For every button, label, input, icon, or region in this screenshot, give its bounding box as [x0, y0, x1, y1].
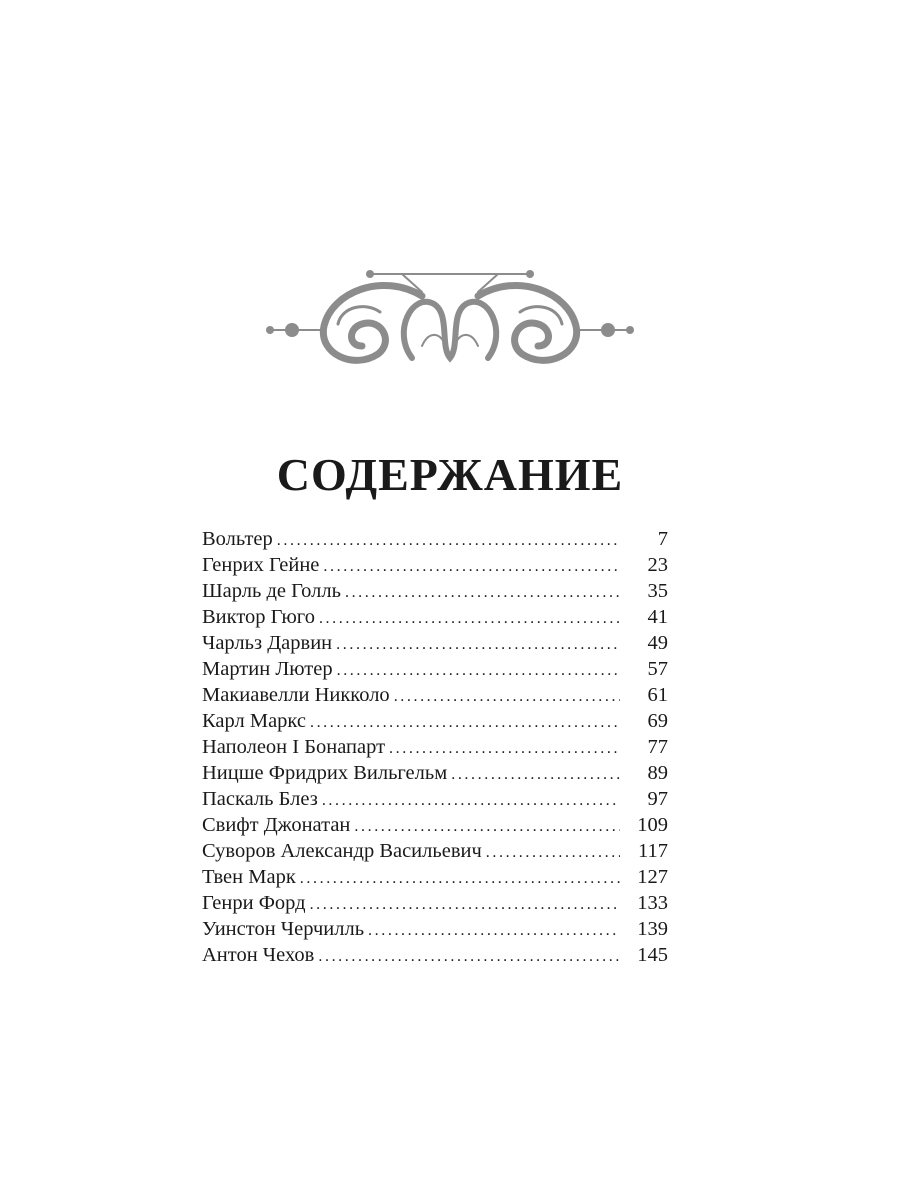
toc-entry-page-number: 89 — [647, 762, 668, 784]
toc-entry — [202, 526, 668, 552]
toc-entry — [202, 734, 668, 760]
toc-entry — [202, 630, 668, 656]
toc-entry-page-number: 127 — [637, 866, 668, 888]
toc-entry — [202, 578, 668, 604]
table-of-contents — [202, 526, 668, 968]
toc-entry-title: Макиавелли Никколо — [202, 684, 390, 706]
toc-entry — [202, 812, 668, 838]
toc-entry-page-number: 61 — [647, 684, 668, 706]
toc-entry-page-number: 69 — [647, 710, 668, 732]
toc-entry-title: Чарльз Дарвин — [202, 632, 333, 654]
toc-entry-page-number: 77 — [647, 736, 668, 758]
toc-entry-title: Твен Марк — [202, 866, 296, 888]
toc-entry — [202, 656, 668, 682]
toc-entry-title: Генрих Гейне — [202, 554, 320, 576]
toc-entry-page-number: 145 — [637, 944, 668, 966]
toc-entry-page-number: 41 — [647, 606, 668, 628]
toc-entry-page-number: 23 — [647, 554, 668, 576]
toc-entry — [202, 916, 668, 942]
toc-entry-title: Уинстон Черчилль — [202, 918, 365, 940]
scroll-ornament-icon — [262, 262, 638, 374]
toc-entry — [202, 682, 668, 708]
toc-entry — [202, 708, 668, 734]
dot-leader — [345, 580, 620, 606]
dot-leader — [319, 606, 620, 632]
toc-entry-page-number: 133 — [637, 892, 668, 914]
toc-entry-title: Суворов Александр Васильевич — [202, 840, 482, 862]
dot-leader — [300, 866, 620, 892]
dot-leader — [394, 684, 620, 710]
dot-leader — [451, 762, 620, 788]
toc-entry-title: Паскаль Блез — [202, 788, 318, 810]
toc-entry — [202, 942, 668, 968]
dot-leader — [368, 918, 620, 944]
dot-leader — [337, 658, 620, 684]
dot-leader — [389, 736, 620, 762]
toc-entry-title: Ницше Фридрих Вильгельм — [202, 762, 448, 784]
toc-entry-title: Вольтер — [202, 528, 273, 550]
toc-entry — [202, 890, 668, 916]
toc-entry-title: Карл Маркс — [202, 710, 306, 732]
toc-entry-page-number: 7 — [657, 528, 668, 550]
dot-leader — [310, 892, 620, 918]
toc-entry-page-number: 49 — [647, 632, 668, 654]
toc-entry-title: Свифт Джонатан — [202, 814, 351, 836]
toc-entry-page-number: 35 — [647, 580, 668, 602]
dot-leader — [323, 554, 620, 580]
dot-leader — [322, 788, 620, 814]
toc-entry-page-number: 117 — [638, 840, 668, 862]
toc-entry-title: Антон Чехов — [202, 944, 315, 966]
dot-leader — [354, 814, 620, 840]
toc-entry-title: Виктор Гюго — [202, 606, 315, 628]
toc-entry — [202, 760, 668, 786]
toc-entry-title: Наполеон I Бонапарт — [202, 736, 386, 758]
dot-leader — [318, 944, 620, 970]
toc-entry-title: Генри Форд — [202, 892, 306, 914]
toc-entry — [202, 604, 668, 630]
page-title: СОДЕРЖАНИЕ — [276, 449, 624, 500]
toc-entry — [202, 552, 668, 578]
dot-leader — [336, 632, 620, 658]
toc-entry-title: Мартин Лютер — [202, 658, 333, 680]
dot-leader — [486, 840, 620, 866]
toc-entry-page-number: 109 — [637, 814, 668, 836]
toc-entry — [202, 864, 668, 890]
toc-entry-page-number: 139 — [637, 918, 668, 940]
toc-entry — [202, 786, 668, 812]
dot-leader — [277, 528, 620, 554]
toc-entry-title: Шарль де Голль — [202, 580, 341, 602]
toc-entry-page-number: 57 — [647, 658, 668, 680]
toc-entry — [202, 838, 668, 864]
toc-entry-page-number: 97 — [647, 788, 668, 810]
dot-leader — [310, 710, 620, 736]
